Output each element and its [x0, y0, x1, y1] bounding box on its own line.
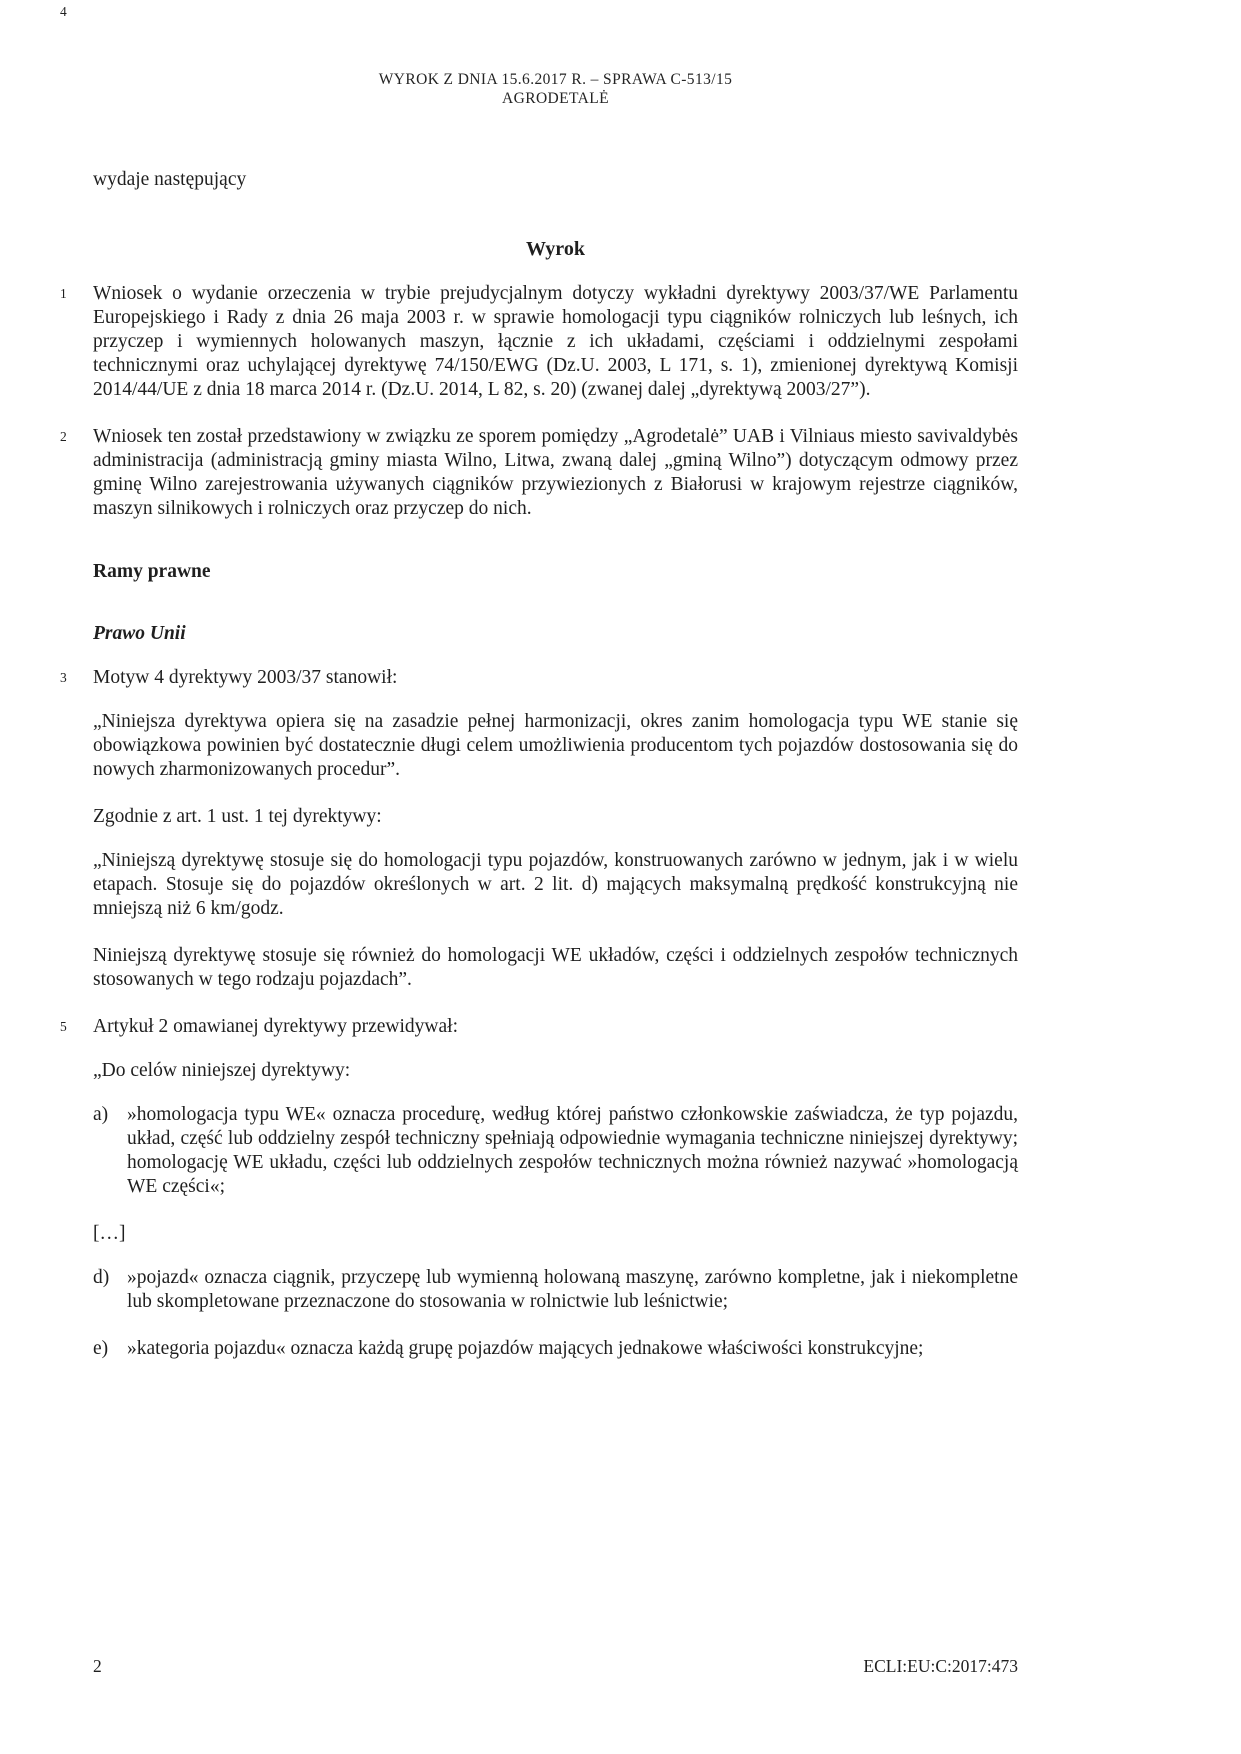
item-text: »kategoria pojazdu« oznacza każdą grupę pojazdów mających jednakowe właściwości konstrukcyjne; [127, 1338, 924, 1359]
paragraph-text: Zgodnie z art. 1 ust. 1 tej dyrektywy: [93, 806, 382, 827]
page-content [60, 0, 1018, 1361]
paragraph-text: Wniosek o wydanie orzeczenia w trybie prejudycjalnym dotyczy wykładni dyrektywy 2003/37/WE Parlamentu Europejskiego i Rady z dnia 26 maja 2003 r. w sprawie homologacji typu ciągników rolniczych lub leśnych, ich przyczep i wymiennych holowanych maszyn, łącznie z ich układami, częściami i oddzielnymi zespołami technicznymi oraz uchylającej dyrektywę 74/150/EWG (Dz.U. 2003, L 171, s. 1), zmienionej dyrektywą Komisji 2014/44/UE z dnia 18 marca 2014 r. (Dz.U. 2014, L 82, s. 20) (zwanej dalej „dyrektywą 2003/27”). [93, 283, 1018, 400]
paragraph-number: 2 [60, 429, 67, 444]
paragraph-text: Artykuł 2 omawianej dyrektywy przewidywał: [93, 1016, 458, 1037]
page-number: 2 [93, 1656, 102, 1676]
paragraph-number: 1 [60, 286, 67, 301]
ecli-identifier: ECLI:EU:C:2017:473 [863, 1656, 1018, 1676]
paragraph-5 [60, 1015, 1018, 1039]
definition-item-d [93, 1266, 1018, 1314]
paragraph-1 [60, 282, 1018, 402]
header-party-name: AGRODETALĖ [502, 90, 609, 107]
item-letter: a) [93, 1104, 109, 1125]
paragraph-2 [60, 425, 1018, 521]
paragraph-3 [60, 666, 1018, 690]
paragraph-number: 3 [60, 670, 67, 685]
item-text: »pojazd« oznacza ciągnik, przyczepę lub wymienną holowaną maszynę, zarówno kompletne, jak i niekompletne lub skompletowane przeznaczone do stosowania w rolnictwie lub leśnictwie; [127, 1267, 1018, 1312]
judgment-title: Wyrok [526, 238, 585, 260]
running-header [93, 0, 1018, 108]
definition-item-a [93, 1103, 1018, 1199]
page-footer [93, 1655, 1018, 1677]
header-case-reference: WYROK Z DNIA 15.6.2017 R. – SPRAWA C-513/15 [378, 71, 733, 88]
item-text: »homologacja typu WE« oznacza procedurę, według której państwo członkowskie zaświadcza, że typ pojazdu, układ, część lub oddzielny zespół techniczny spełniają odpowiednie wymagania techniczne niniejszej dyrektywy; homologację WE układu, części lub oddzielnych zespołów technicznych można również nazywać »homologacją WE części«; [127, 1104, 1018, 1197]
quote-article-1-part-2: Niniejszą dyrektywę stosuje się również do homologacji WE układów, części i oddzielnych zespołów technicznych stosowanych w tego rodzaju pojazdach”. [93, 945, 1018, 990]
quote-article-2-intro: „Do celów niniejszej dyrektywy: [93, 1060, 351, 1081]
item-letter: e) [93, 1338, 109, 1359]
omission-ellipsis: […] [93, 1223, 126, 1244]
intro-line: wydaje następujący [93, 169, 247, 190]
paragraph-number: 4 [60, 4, 67, 19]
quote-recital-4: „Niniejsza dyrektywa opiera się na zasadzie pełnej harmonizacji, okres zanim homologacja typu WE stanie się obowiązkowa powinien być dostatecznie długi celem umożliwienia producentom tych pojazdów dostosowania się do nowych zharmonizowanych procedur”. [93, 711, 1018, 780]
paragraph-text: Motyw 4 dyrektywy 2003/37 stanowił: [93, 667, 398, 688]
paragraph-text: Wniosek ten został przedstawiony w związku ze sporem pomiędzy „Agrodetalė” UAB i Vilniaus miesto savivaldybės administracija (administracją gminy miasta Wilno, Litwa, zwaną dalej „gminą Wilno”) dotyczącym odmowy przez gminę Wilno zarejestrowania używanych ciągników przywiezionych z Białorusi w krajowym rejestrze ciągników, maszyn silnikowych i rolniczych oraz przyczep do nich. [93, 426, 1018, 519]
section-heading-legal-framework: Ramy prawne [93, 561, 211, 582]
quote-article-1-part-1: „Niniejszą dyrektywę stosuje się do homologacji typu pojazdów, konstruowanych zarówno w jednym, jak i w wielu etapach. Stosuje się do pojazdów określonych w art. 2 lit. d) mających maksymalną prędkość konstrukcyjną nie mniejszą niż 6 km/godz. [93, 850, 1018, 919]
subsection-heading-union-law: Prawo Unii [93, 623, 186, 644]
definition-item-e [93, 1337, 1018, 1361]
paragraph-number: 5 [60, 1019, 67, 1034]
item-letter: d) [93, 1267, 110, 1288]
